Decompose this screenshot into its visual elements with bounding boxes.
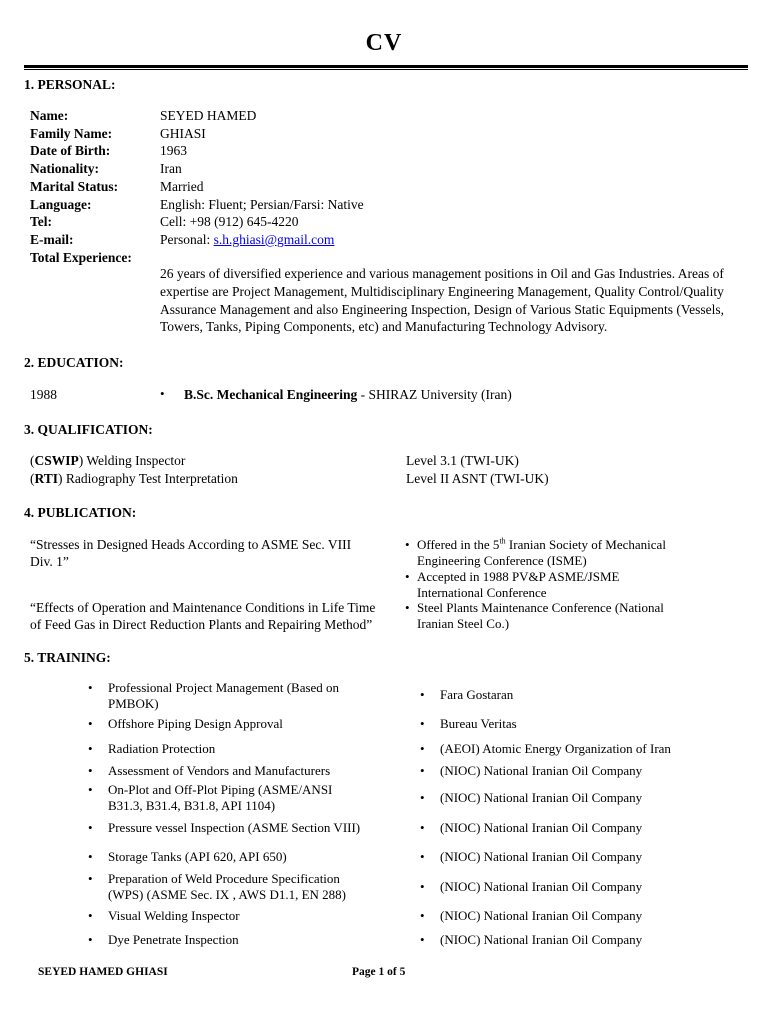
- training-course-line: On-Plot and Off-Plot Piping (ASME/ANSI: [108, 782, 333, 797]
- training-provider: (NIOC) National Iranian Oil Company: [440, 908, 643, 923]
- publication-venue-line: Engineering Conference (ISME): [417, 553, 587, 568]
- qualification-text: Welding Inspector: [83, 453, 186, 468]
- training-provider: Bureau Veritas: [440, 716, 517, 731]
- bullet-icon: •: [405, 537, 410, 552]
- experience-summary: 26 years of diversified experience and various management positions in Oil and Gas Industries. Areas of expertise are Project Management, Multidisciplinary Engineering Management, Quality Control/Quality Assurance Management and also Engineering Inspection, Design of Various Static Equipments (Vessels, Towers, Tanks, Piping Components, etc) and Manufacturing Technology Advisory.: [160, 266, 725, 335]
- value-tel: Cell: +98 (912) 645-4220: [160, 214, 299, 229]
- bullet-icon: •: [88, 849, 93, 864]
- label-name: Name:: [30, 108, 69, 123]
- publication-venue-line: Iranian Steel Co.): [417, 616, 510, 631]
- training-course-line: Assessment of Vendors and Manufacturers: [108, 763, 331, 778]
- education-degree: B.Sc. Mechanical Engineering: [184, 387, 358, 402]
- publication-title-line: of Feed Gas in Direct Reduction Plants and Repairing Method”: [30, 617, 373, 632]
- training-course-line: (WPS) (ASME Sec. IX , AWS D1.1, EN 288): [108, 887, 346, 902]
- bullet-icon: •: [88, 716, 93, 731]
- bullet-icon: •: [405, 569, 410, 584]
- qualification-cswip: (CSWIP) Welding Inspector: [30, 453, 186, 468]
- value-nationality: Iran: [160, 161, 182, 176]
- bullet-icon: •: [88, 908, 93, 923]
- training-provider: (AEOI) Atomic Energy Organization of Iran: [440, 741, 671, 756]
- training-course-line: Storage Tanks (API 620, API 650): [108, 849, 287, 864]
- bullet-icon: •: [405, 600, 410, 615]
- document-title: CV: [365, 30, 403, 56]
- label-tel: Tel:: [30, 214, 53, 229]
- bullet-icon: •: [420, 820, 425, 835]
- publication-venue: [417, 537, 666, 553]
- bullet-icon: •: [420, 849, 425, 864]
- bullet-icon: •: [88, 932, 93, 947]
- section-heading-publication: 4. PUBLICATION:: [24, 505, 137, 520]
- value-family-name: GHIASI: [160, 126, 206, 141]
- training-course-line: B31.3, B31.4, B31.8, API 1104): [108, 798, 276, 813]
- bullet-icon: •: [88, 763, 93, 778]
- section-heading-personal: 1. PERSONAL:: [24, 77, 116, 92]
- training-course-line: Professional Project Management (Based on: [108, 680, 340, 695]
- bullet-icon: •: [88, 680, 93, 695]
- label-nationality: Nationality:: [30, 161, 99, 176]
- training-course-line: Radiation Protection: [108, 741, 216, 756]
- value-email: [160, 231, 334, 249]
- venue-superscript: th: [499, 536, 506, 546]
- bullet-icon: •: [420, 763, 425, 778]
- bullet-icon: •: [420, 932, 425, 947]
- email-prefix: Personal:: [160, 232, 214, 247]
- training-provider: (NIOC) National Iranian Oil Company: [440, 932, 643, 947]
- value-language: English: Fluent; Persian/Farsi: Native: [160, 197, 364, 212]
- title-rule-thick: [24, 65, 748, 68]
- training-provider: (NIOC) National Iranian Oil Company: [440, 790, 643, 805]
- bullet-icon: •: [420, 716, 425, 731]
- label-language: Language:: [30, 197, 92, 212]
- publication-venue-line: Accepted in 1988 PV&P ASME/JSME: [417, 569, 620, 584]
- section-heading-training: 5. TRAINING:: [24, 650, 111, 665]
- section-heading-education: 2. EDUCATION:: [24, 355, 124, 370]
- bullet-icon: •: [88, 820, 93, 835]
- training-provider: Fara Gostaran: [440, 687, 514, 702]
- footer-name: SEYED HAMED GHIASI: [38, 966, 168, 978]
- qualification-abbr: CSWIP: [34, 453, 79, 468]
- training-provider: (NIOC) National Iranian Oil Company: [440, 763, 643, 778]
- bullet-icon: •: [420, 908, 425, 923]
- publication-title-line: “Stresses in Designed Heads According to ASME Sec. VIII: [30, 537, 352, 552]
- training-provider: (NIOC) National Iranian Oil Company: [440, 849, 643, 864]
- training-course-line: Preparation of Weld Procedure Specification: [108, 871, 340, 886]
- bullet-icon: •: [420, 687, 425, 702]
- publication-title-line: “Effects of Operation and Maintenance Conditions in Life Time: [30, 600, 376, 615]
- value-marital-status: Married: [160, 179, 204, 194]
- value-name: SEYED HAMED: [160, 108, 257, 123]
- label-marital-status: Marital Status:: [30, 179, 119, 194]
- bullet-icon: •: [88, 741, 93, 756]
- section-heading-qualification: 3. QUALIFICATION:: [24, 422, 153, 437]
- email-link[interactable]: s.h.ghiasi@gmail.com: [213, 232, 335, 247]
- bullet-icon: •: [420, 790, 425, 805]
- venue-text: Iranian Society of Mechanical: [505, 537, 666, 552]
- training-course-line: Pressure vessel Inspection (ASME Section VIII): [108, 820, 361, 835]
- publication-venue-line: International Conference: [417, 585, 547, 600]
- value-date-of-birth: 1963: [160, 143, 187, 158]
- bullet-icon: •: [420, 879, 425, 894]
- training-provider: (NIOC) National Iranian Oil Company: [440, 879, 643, 894]
- qualification-rti: (RTI) Radiography Test Interpretation: [30, 471, 238, 486]
- label-email: E-mail:: [30, 232, 74, 247]
- bullet-icon: •: [88, 782, 93, 797]
- training-course-line: Visual Welding Inspector: [108, 908, 240, 923]
- qualification-level: Level 3.1 (TWI-UK): [406, 453, 519, 468]
- label-family-name: Family Name:: [30, 126, 113, 141]
- training-provider: (NIOC) National Iranian Oil Company: [440, 820, 643, 835]
- qualification-text: Radiography Test Interpretation: [62, 471, 238, 486]
- title-rule-thin: [24, 69, 748, 70]
- bullet-icon: •: [160, 386, 165, 401]
- training-course-line: PMBOK): [108, 696, 159, 711]
- bullet-icon: •: [88, 871, 93, 886]
- publication-venue-line: Steel Plants Maintenance Conference (National: [417, 600, 664, 615]
- training-course-line: Dye Penetrate Inspection: [108, 932, 239, 947]
- training-course-line: Offshore Piping Design Approval: [108, 716, 283, 731]
- qualification-level: Level II ASNT (TWI-UK): [406, 471, 549, 486]
- qualification-abbr: RTI: [34, 471, 59, 486]
- publication-title-line: Div. 1”: [30, 554, 69, 569]
- venue-text: Offered in the 5: [417, 537, 500, 552]
- education-year: 1988: [30, 387, 57, 402]
- footer-page-number: Page 1 of 5: [352, 966, 406, 978]
- label-date-of-birth: Date of Birth:: [30, 143, 111, 158]
- education-institution: - SHIRAZ University (Iran): [357, 387, 512, 402]
- education-entry: [184, 386, 512, 404]
- bullet-icon: •: [420, 741, 425, 756]
- label-total-experience: Total Experience:: [30, 250, 132, 265]
